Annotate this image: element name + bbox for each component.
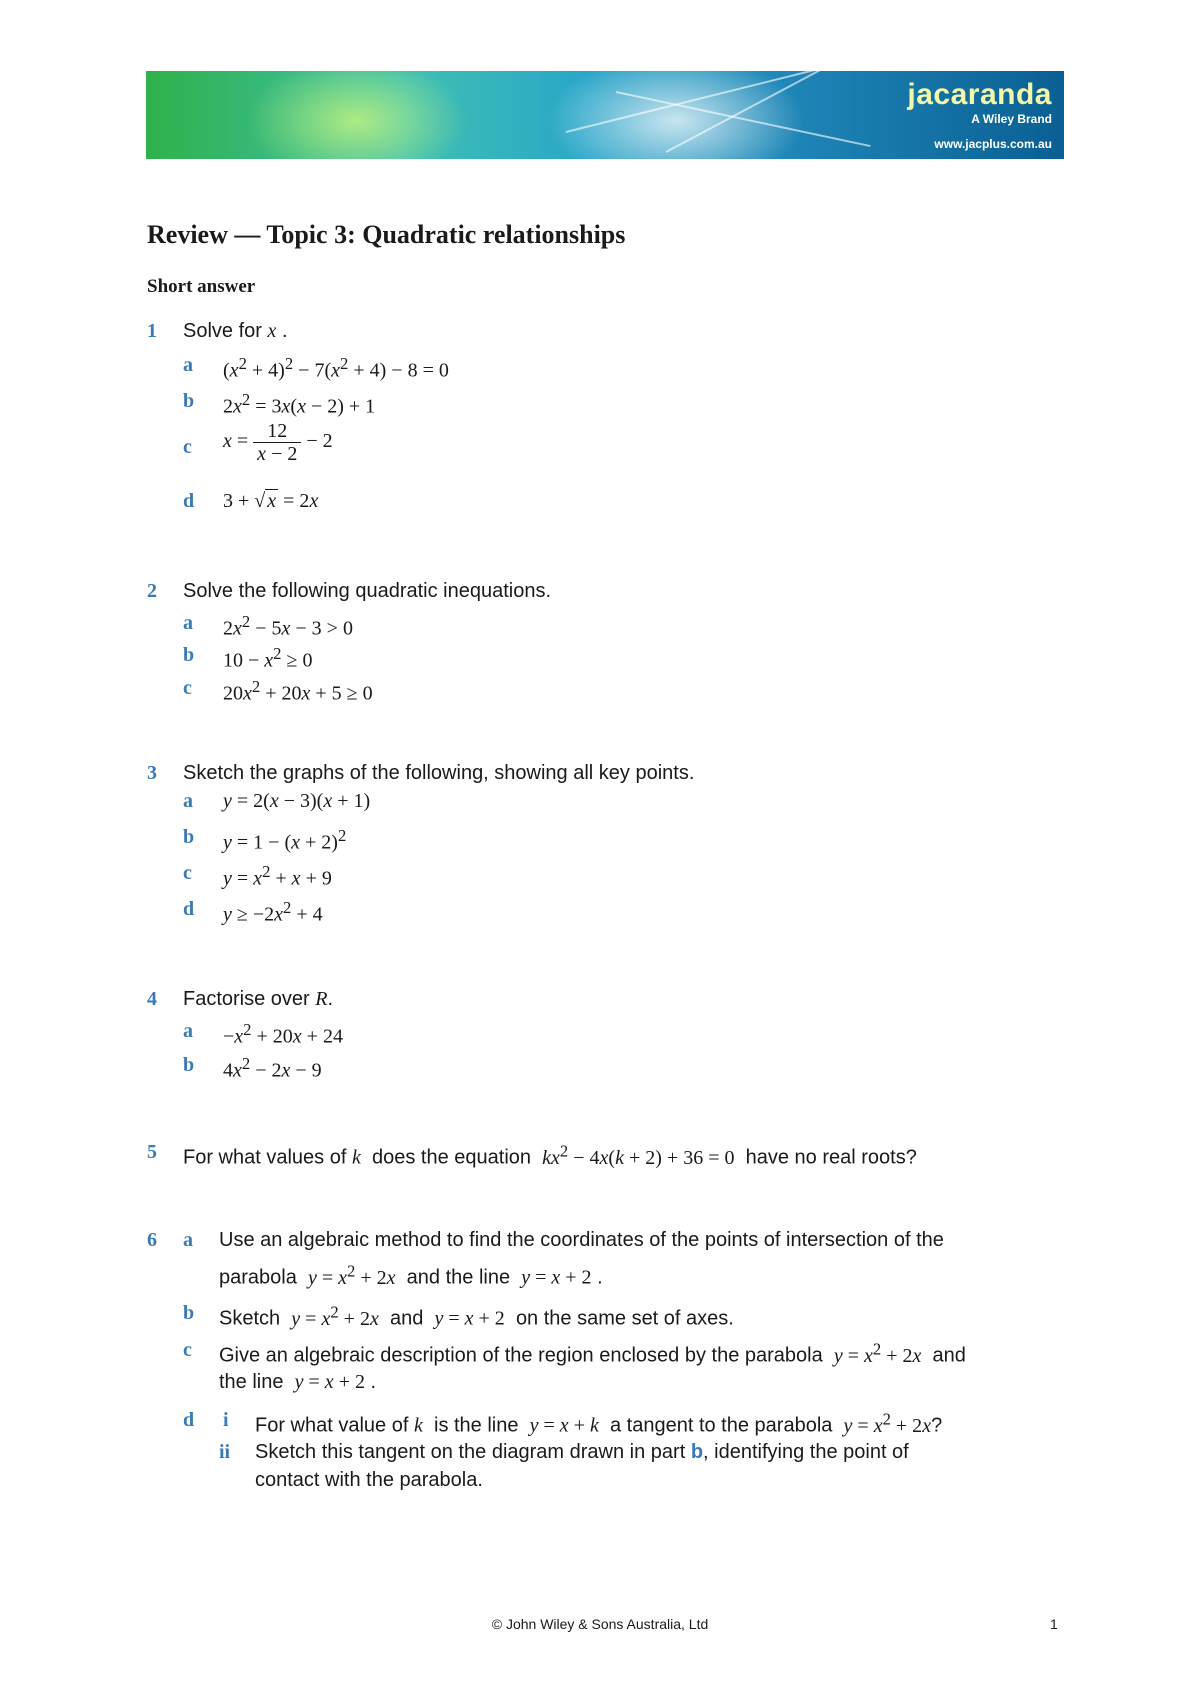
part-label: b: [183, 390, 195, 412]
part-label: d: [183, 1409, 195, 1431]
question-text: Sketch the graphs of the following, showing all key points.: [183, 762, 695, 784]
equation: 3 + √ x = 2x: [223, 490, 319, 512]
page-number: 1: [1050, 1616, 1058, 1632]
question-text: Give an algebraic description of the region enclosed by the parabola $y = x^2 + 2x$ and: [219, 1339, 966, 1367]
part-label: b: [183, 826, 195, 848]
question-number: 6: [147, 1229, 157, 1251]
page-title: Review — Topic 3: Quadratic relationships: [147, 220, 626, 249]
brand-url: www.jacplus.com.au: [934, 137, 1052, 151]
equation: x = $\frac{12}{x - 2}$ − 2: [223, 420, 333, 465]
equation: $y = 1 - (x + 2)^2$: [223, 826, 347, 854]
question-text: Sketch this tangent on the diagram drawn in part b, identifying the point of: [255, 1441, 909, 1463]
part-label: b: [183, 644, 195, 666]
subpart-label: ii: [219, 1441, 231, 1463]
question-text: Factorise over R.: [183, 988, 334, 1010]
expression: $4x^2 - 2x - 9$: [223, 1054, 322, 1082]
equation: y = 2(x − 3)(x + 1): [223, 790, 371, 812]
banner-glow: [236, 71, 476, 159]
question-text: Use an algebraic method to find the coordinates of the points of intersection of the: [219, 1229, 944, 1251]
question-text: the line y = x + 2 .: [219, 1371, 377, 1393]
brand-name: jacaranda: [907, 78, 1052, 111]
question-number: 4: [147, 988, 157, 1010]
brand-subtitle: A Wiley Brand: [971, 112, 1052, 126]
subpart-label: i: [223, 1409, 229, 1431]
question-text: For what value of k is the line y = x + k a tangent to the parabola $y = x^2 + 2x$?: [255, 1409, 943, 1437]
equation: $y = x^2 + x + 9$: [223, 862, 332, 890]
part-label: d: [183, 898, 195, 920]
part-label: b: [183, 1054, 195, 1076]
question-number: 3: [147, 762, 157, 784]
section-heading: Short answer: [147, 276, 256, 297]
inequation: $10 - x^2 \ge 0$: [223, 644, 313, 672]
part-label: c: [183, 862, 192, 884]
part-label: a: [183, 1229, 193, 1251]
part-label: c: [183, 677, 192, 699]
question-number: 5: [147, 1141, 157, 1163]
question-text: parabola $y = x^2 + 2x$ and the line y = x + 2 .: [219, 1261, 603, 1289]
header-banner: [146, 71, 1064, 159]
equation: $2x^2 = 3x(x - 2) + 1$: [223, 390, 376, 418]
part-label: c: [183, 436, 192, 458]
inequation: $20x^2 + 20x + 5 \ge 0$: [223, 677, 373, 705]
question-text: Sketch $y = x^2 + 2x$ and y = x + 2 on the same set of axes.: [219, 1302, 734, 1330]
part-label: b: [183, 1302, 195, 1324]
inequation: $2x^2 - 5x - 3 > 0$: [223, 612, 353, 640]
part-label: a: [183, 1020, 193, 1042]
part-label: d: [183, 490, 195, 512]
copyright-footer: © John Wiley & Sons Australia, Ltd: [491, 1616, 709, 1632]
brand-block: [907, 79, 1052, 151]
expression: $-x^2 + 20x + 24$: [223, 1020, 343, 1048]
part-label: c: [183, 1339, 192, 1361]
part-label: a: [183, 612, 193, 634]
question-text: contact with the parabola.: [255, 1469, 483, 1491]
question-text: For what values of k does the equation $kx^2 - 4x(k + 2) + 36 = 0$ have no real roots?: [183, 1141, 917, 1169]
part-label: a: [183, 354, 193, 376]
inequation: $y \ge -2x^2 + 4$: [223, 898, 323, 926]
question-number: 1: [147, 320, 157, 342]
part-label: a: [183, 790, 193, 812]
question-text: Solve the following quadratic inequations.: [183, 580, 552, 602]
question-text: Solve for x .: [183, 320, 288, 342]
equation: $(x^2 + 4)^2 - 7(x^2 + 4) - 8 = 0$: [223, 354, 449, 382]
question-number: 2: [147, 580, 157, 602]
